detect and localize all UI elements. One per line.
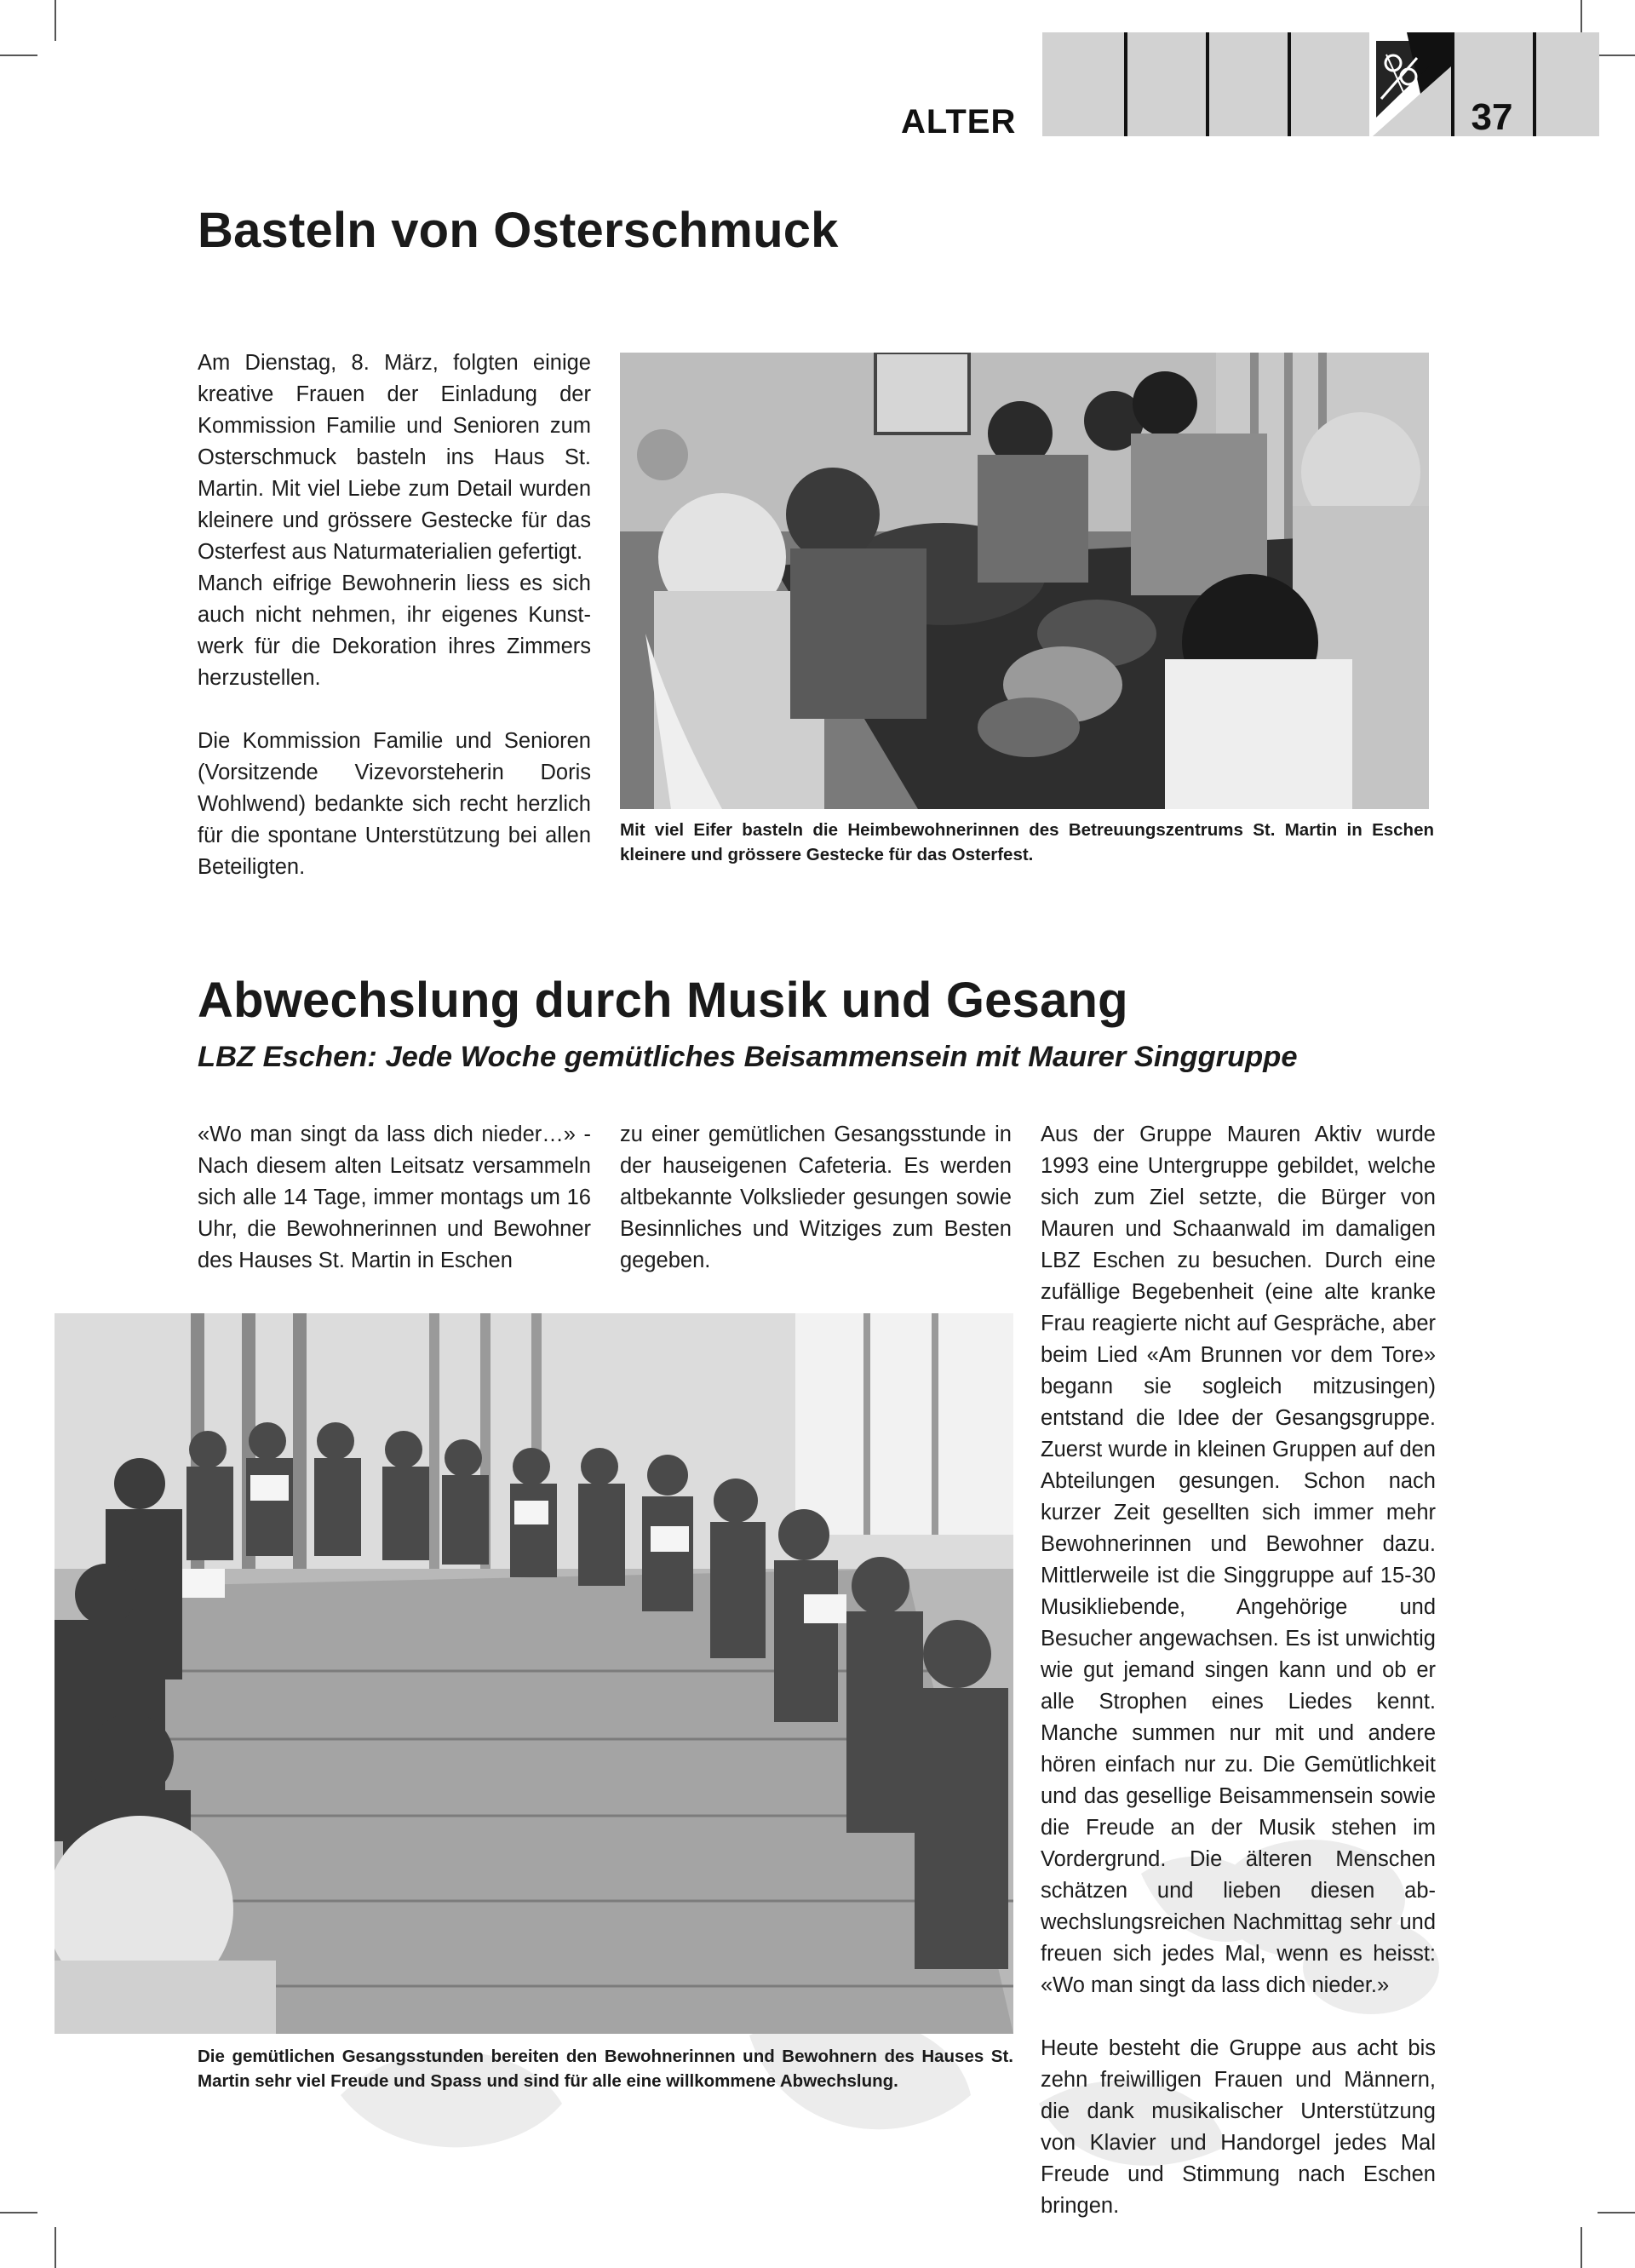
article1-photo-caption: Mit viel Eifer basteln die Heimbewohnerinnen des Betreuungszentrums St. Martin in Eschen kleinere und grössere Gestecke für das Osterfest. [620,820,1434,864]
crop-mark-bottom-right-v [1580,2227,1582,2268]
header-rule-4 [1288,32,1291,136]
article1-paragraph-1: Am Dienstag, 8. März, folgten einige kreative Frauen der Einladung der Kommission Familie und Senioren zum Osterschmuck basteln ins Haus St. Martin. Mit viel Liebe zum Detail wurden kleinere und grössere Gestecke für das Osterfest aus Naturmaterialien gefertigt. [198,351,591,564]
section-label: ALTER [901,103,1017,141]
article2-title: Abwechslung durch Musik und Gesang [198,973,1128,1028]
crop-mark-top-right-h [1598,55,1635,56]
photo-singing-group [54,1313,1013,2034]
crop-mark-bottom-left-h [0,2212,37,2213]
header-rule-2 [1124,32,1127,136]
article1-body [198,347,591,883]
article2-photo-caption: Die gemütlichen Gesangsstunden bereiten den Bewohnerinnen und Bewohnern des Hauses St. Martin sehr viel Freude und Spass und sind für alle eine willkommene Abwechslung. [198,2047,1013,2091]
article1-title: Basteln von Osterschmuck [198,203,839,258]
photo-easter-crafting [620,353,1429,809]
crest-icon [1369,32,1451,136]
article2-column-3-paragraph-2: Heute besteht die Gruppe aus acht bis zehn freiwilligen Frauen und Männern, die dank musikalischer Unterstützung von Klavier und Handorgel jedes Mal Freude und Stimmung nach Eschen bringen. [1041,2036,1436,2218]
header-rule-3 [1206,32,1209,136]
crop-mark-top-left-v [54,0,56,41]
page-number: 37 [1471,96,1513,138]
header-rule-7 [1533,32,1536,136]
article2-column-3-paragraph-1: Aus der Gruppe Mauren Aktiv wurde 1993 eine Untergruppe gebildet, welche sich zum Ziel setzte, die Bürger von Mauren und Schaanwald im damaligen LBZ Eschen zu besuchen. Durch eine zufällige Begebenheit (eine alte kranke Frau reagierte nicht auf Gespräche, aber beim Lied «Am Brunnen vor dem Tore» begann sie sogleich mitzusingen) entstand die Idee der Gesangsgruppe. Zuerst wurde in kleinen Gruppen auf den Abteilungen gesungen. Schon nach kurzer Zeit gesellten sich immer mehr Bewohnerinnen und Bewohner dazu. Mittlerweile ist die Singgruppe auf 15-30 Musikliebende, Angehörige und Besucher angewachsen. Es ist unwichtig wie gut jemand singen kann und ob er alle Strophen eines Liedes kennt. Manche summen nur mit und andere hören einfach nur zu. Die Gemütlichkeit und das gesellige Beisammensein sowie die Freude an der Musik stehen im Vordergrund. Die älteren Menschen schätzen und lieben diesen abwechslungsreichen Nachmittag sehr und freuen sich jedes Mal, wenn es heisst: «Wo man singt da lass dich nieder.» [1041,1123,1436,1997]
article2-column-1: «Wo man singt da lass dich nieder…» - Nach diesem alten Leitsatz versammeln sich alle 14 Tage, immer montags um 16 Uhr, die Bewohnerinnen und Bewohner des Hauses St. Martin in Eschen [198,1123,591,1272]
article1-paragraph-2: Manch eifrige Bewohnerin liess es sich auch nicht nehmen, ihr eigenes Kunstwerk für die Dekoration ihres Zimmers herzustellen. [198,571,591,690]
crop-mark-top-left-h [0,55,37,56]
crop-mark-bottom-left-v [54,2227,56,2268]
crop-mark-bottom-right-h [1598,2212,1635,2213]
article1-paragraph-3: Die Kommission Familie und Senioren (Vorsitzende Vizevorsteherin Doris Wohlwend) bedankte sich recht herzlich für die spontane Unterstützung bei allen Beteiligten. [198,729,591,879]
article2-column-2: zu einer gemütlichen Gesangsstunde in der hauseigenen Cafeteria. Es werden altbekannte Volkslieder gesungen sowie Besinnliches und Witziges zum Besten gegeben. [620,1123,1012,1272]
article2-column-3 [1041,1119,1436,2222]
article2-subtitle: LBZ Eschen: Jede Woche gemütliches Beisammensein mit Maurer Singgruppe [198,1041,1298,1073]
